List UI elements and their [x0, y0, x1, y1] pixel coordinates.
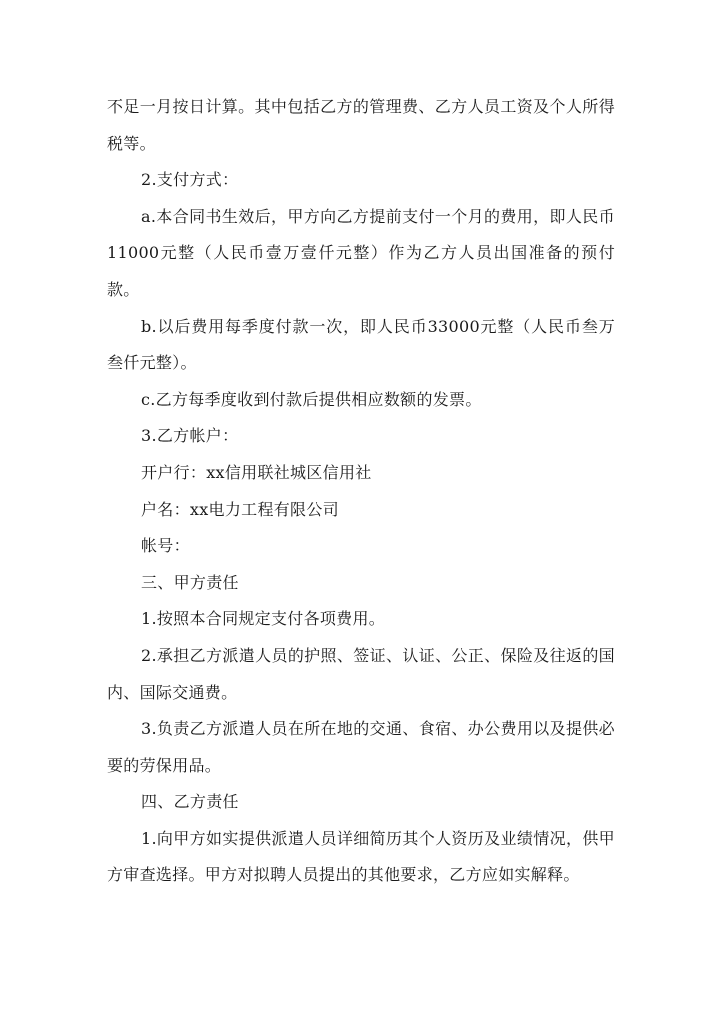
paragraph-payment-c: c.乙方每季度收到付款后提供相应数额的发票。	[141, 389, 482, 409]
paragraph-payment-method-heading: 2.支付方式：	[141, 170, 239, 190]
paragraph-account-number: 帐号：	[141, 536, 190, 556]
document-body	[107, 89, 615, 894]
paragraph-party-b-1: 1.向甲方如实提供派遣人员详细简历其个人资历及业绩情况，供甲方审查选择。甲方对拟聘人员提出的其他要求，乙方应如实解释。	[107, 828, 615, 885]
paragraph-account-heading: 3.乙方帐户：	[141, 426, 239, 446]
paragraph-continuation: 不足一月按日计算。其中包括乙方的管理费、乙方人员工资及个人所得税等。	[107, 97, 615, 153]
section-heading-party-b: 四、乙方责任	[141, 792, 239, 812]
section-heading-party-a: 三、甲方责任	[141, 572, 239, 592]
paragraph-payment-b: b.以后费用每季度付款一次，即人民币33000元整（人民币叁万叁仟元整）。	[107, 316, 615, 373]
paragraph-account-name: 户名：xx电力工程有限公司	[141, 499, 339, 519]
paragraph-payment-a: a.本合同书生效后，甲方向乙方提前支付一个月的费用，即人民币11000元整（人民币壹万壹仟元整）作为乙方人员出国准备的预付款。	[107, 206, 615, 299]
paragraph-party-a-3: 3.负责乙方派遣人员在所在地的交通、食宿、办公费用以及提供必要的劳保用品。	[107, 719, 615, 775]
paragraph-bank-name: 开户行：xx信用联社城区信用社	[141, 462, 372, 482]
paragraph-party-a-2: 2.承担乙方派遣人员的护照、签证、认证、公正、保险及往返的国内、国际交通费。	[107, 645, 615, 702]
paragraph-party-a-1: 1.按照本合同规定支付各项费用。	[141, 609, 386, 629]
